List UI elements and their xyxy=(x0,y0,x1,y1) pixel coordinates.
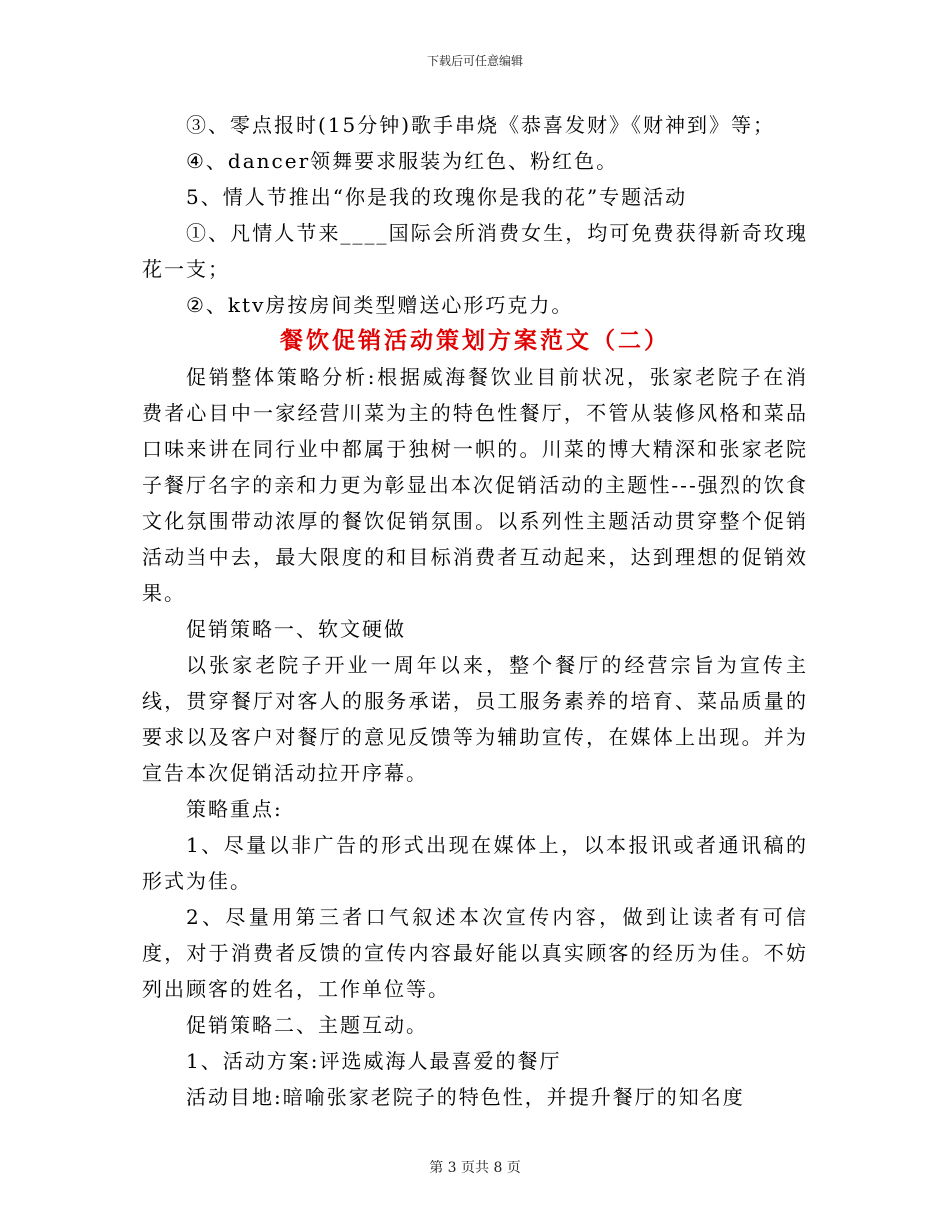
paragraph: 2、尽量用第三者口气叙述本次宣传内容，做到让读者有可信度，对于消费者反馈的宣传内容最好能以真实顾客的经历为佳。不妨列出顾客的姓名，工作单位等。 xyxy=(142,905,808,1001)
page-header: 下载后可任意编辑 xyxy=(426,54,523,68)
paragraph: 1、尽量以非广告的形式出现在媒体上，以本报讯或者通讯稿的形式为佳。 xyxy=(142,833,808,893)
paragraph: 策略重点: xyxy=(186,797,283,821)
paragraph: 活动目地:暗喻张家老院子的特色性，并提升餐厅的知名度 xyxy=(186,1085,745,1109)
page-footer: 第 3 页共 8 页 xyxy=(429,1160,521,1176)
paragraph: ①、凡情人节来____国际会所消费女生，均可免费获得新奇玫瑰花一支； xyxy=(142,221,808,281)
section-title: 餐饮促销活动策划方案范文（二） xyxy=(280,327,670,354)
paragraph: 促销策略二、主题互动。 xyxy=(186,1013,428,1037)
paragraph: 1、活动方案:评选威海人最喜爱的餐厅 xyxy=(186,1049,562,1073)
document-body xyxy=(142,107,808,1115)
paragraph: 以张家老院子开业一周年以来，整个餐厅的经营宗旨为宣传主线，贯穿餐厅对客人的服务承诺，员工服务素养的培育、菜品质量的要求以及客户对餐厅的意见反馈等为辅助宣传，在媒体上出现。并为宣告本次促销活动拉开序幕。 xyxy=(142,653,808,785)
paragraph: 促销整体策略分析:根据威海餐饮业目前状况，张家老院子在消费者心目中一家经营川菜为主的特色性餐厅，不管从装修风格和菜品口味来讲在同行业中都属于独树一帜的。川菜的博大精深和张家老院子餐厅名字的亲和力更为彰显出本次促销活动的主题性---强烈的饮食文化氛围带动浓厚的餐饮促销氛围。以系列性主题活动贯穿整个促销活动当中去，最大限度的和目标消费者互动起来，达到理想的促销效果。 xyxy=(142,365,808,605)
paragraph: ②、ktv房按房间类型赠送心形巧克力。 xyxy=(186,293,574,317)
paragraph: 5、情人节推出“你是我的玫瑰你是我的花”专题活动 xyxy=(186,185,688,209)
paragraph: 促销策略一、软文硬做 xyxy=(186,617,406,641)
paragraph: ③、零点报时(15分钟)歌手串烧《恭喜发财》《财神到》等； xyxy=(186,113,776,137)
paragraph: ④、dancer领舞要求服装为红色、粉红色。 xyxy=(186,149,619,173)
